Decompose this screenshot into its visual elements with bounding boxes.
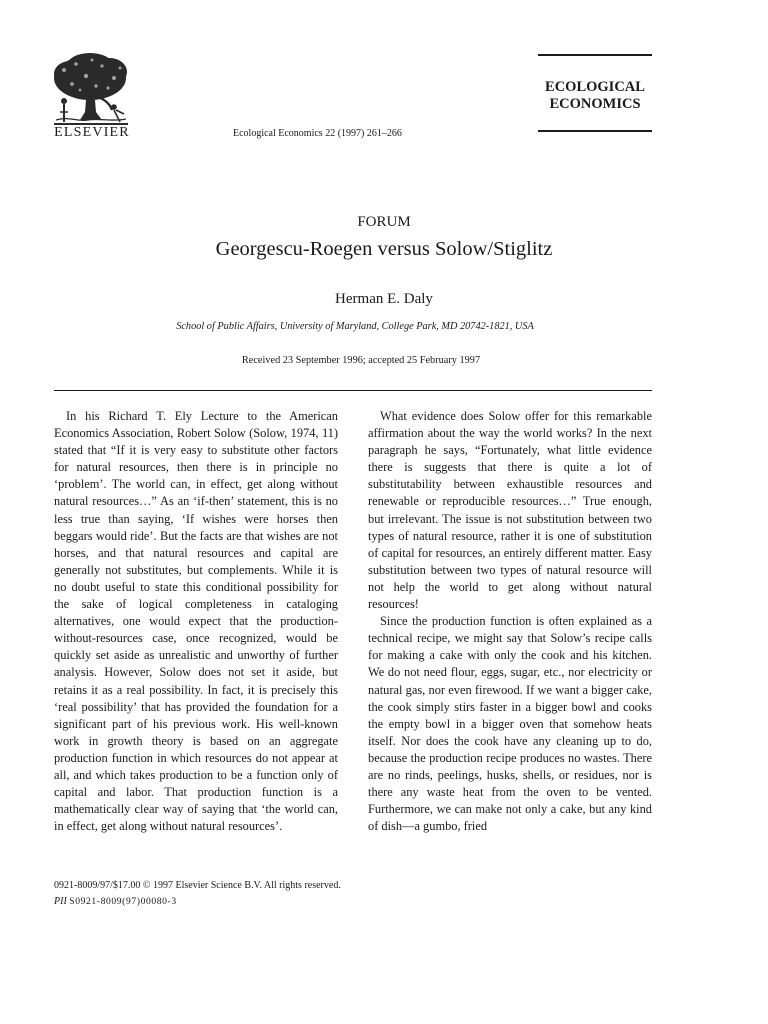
publisher-name: ELSEVIER	[54, 125, 130, 140]
journal-title-bottom-rule	[538, 130, 652, 132]
pii-label: PII	[54, 896, 67, 907]
body-paragraph: Since the production function is often explained as a technical recipe, we might say that Solow’s recipe calls for making a cake with only the cook and his kitchen. We do not need flour, eggs, sugar, etc., nor electricity or natural gas, nor even firewood. If we want a bigger cake, the cook simply stirs faster in a bigger bowl and cooks the empty bowl in a bigger oven that somehow heats itself. Nor does the cook have any cleaning up to do, because the production recipe produces no wastes. There are no rinds, peelings, husks, shells, or residues, nor is there any waste heat from the oven to be vented. Furthermore, we can make not only a cake, but any kind of dish—a gumbo, fried	[368, 614, 652, 834]
journal-title-line1: ECOLOGICAL	[545, 79, 645, 95]
body-paragraph: What evidence does Solow offer for this remarkable affirmation about the way the world works? In the next paragraph he says, “Fortunately, what little evidence there is suggests that there is quite a lot of substitutability between exhaustible resources and renewable or reproducible resources…” True enough, but irrelevant. The issue is not substitution between two types of natural resource, rather it is one of substitution of capital for resources, an entirely different matter. Easy substitution between two types of natural resource will not help the world to get along without natural resources!	[368, 409, 652, 612]
author-affiliation: School of Public Affairs, University of Maryland, College Park, MD 20742-1821, USA	[176, 321, 534, 332]
footer	[54, 878, 341, 910]
article-title: Georgescu-Roegen versus Solow/Stiglitz	[215, 238, 553, 260]
journal-title-top-rule	[538, 54, 652, 56]
article-history: Received 23 September 1996; accepted 25 February 1997	[241, 355, 481, 366]
section-label: FORUM	[357, 214, 411, 230]
copyright-line: 0921-8009/97/$17.00 © 1997 Elsevier Science B.V. All rights reserved.	[54, 880, 341, 891]
right-column	[368, 408, 652, 835]
pii-line	[54, 894, 341, 910]
left-column	[54, 408, 338, 835]
author-name: Herman E. Daly	[335, 291, 433, 307]
journal-title	[536, 79, 654, 113]
journal-title-line2: ECONOMICS	[549, 96, 641, 112]
title-divider	[54, 390, 652, 391]
pii-value: S0921-8009(97)00080-3	[69, 896, 177, 907]
journal-citation: Ecological Economics 22 (1997) 261–266	[233, 128, 402, 139]
body-paragraph: In his Richard T. Ely Lecture to the American Economics Association, Robert Solow (Solow, 1974, 11) stated that “If it is very easy to substitute other factors for natural resources, then there is in principle no ‘problem’. The world can, in effect, get along without natural resources…” As an ‘if-then’ statement, this is no less true than saying, ‘If wishes were horses then beggars would ride’. But the facts are that wishes are not horses, and that natural resources and capital are generally not substitutes, but complements. While it is no doubt useful to state this conditional possibility for the sake of logical completeness in cataloging alternatives, one would expect that the production-without-resources case, once recognized, would be quickly set aside as unrealistic and unworthy of further analysis. However, Solow does not set it aside, but retains it as a real possibility. In fact, it is precisely this ‘real possibility’ that has provided the foundation for a significant part of his previous work. His well-known work in growth theory is based on an aggregate production function in which resources do not appear at all, and which takes production to be a function only of capital and labor. That production function is a mathematically clear way of saying that ‘the world can, in effect, get along without natural resources’.	[54, 409, 338, 834]
elsevier-tree-logo-icon	[50, 52, 132, 128]
